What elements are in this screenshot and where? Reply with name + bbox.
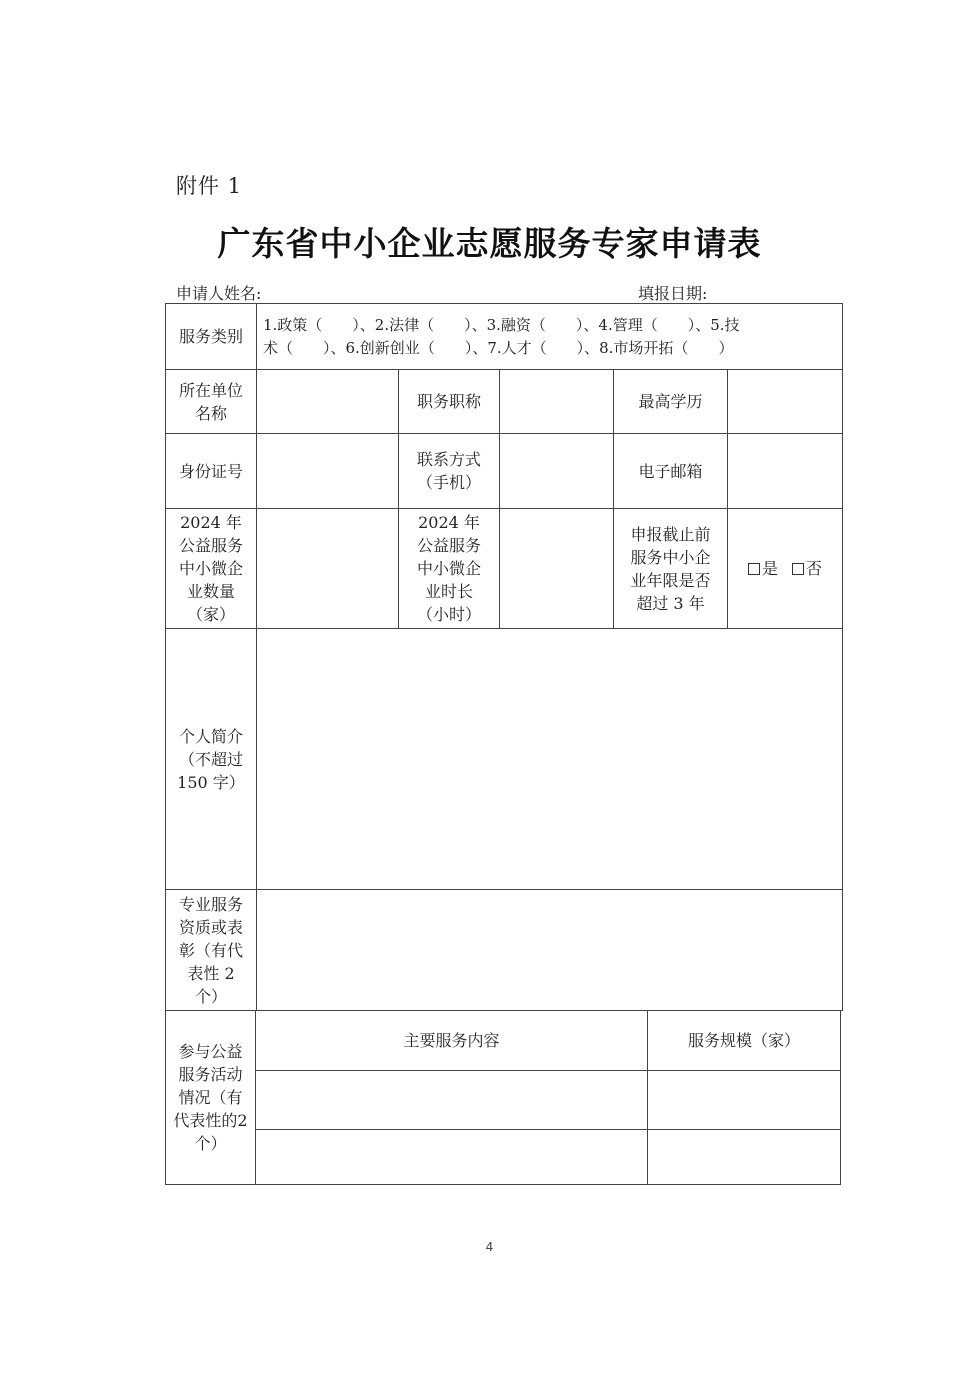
yes-option[interactable]: 是	[748, 557, 778, 580]
activity-1-scale[interactable]	[647, 1070, 841, 1130]
service-hours-value[interactable]	[499, 508, 614, 629]
activity-2-scale[interactable]	[647, 1129, 841, 1185]
attachment-label: 附件 1	[176, 174, 243, 198]
profile-value[interactable]	[256, 628, 843, 890]
service-years-label: 申报截止前服务中小企业年限是否超过 3 年	[613, 508, 728, 629]
job-title-value[interactable]	[499, 369, 614, 434]
no-checkbox[interactable]	[792, 563, 804, 575]
activities-label: 参与公益服务活动情况（有代表性的2 个）	[165, 1010, 256, 1185]
service-scale-header: 服务规模（家）	[647, 1010, 841, 1071]
id-number-value[interactable]	[256, 433, 399, 509]
qualification-label: 专业服务资质或表彰（有代表性 2 个）	[165, 889, 257, 1011]
service-content-header: 主要服务内容	[255, 1010, 648, 1071]
id-number-label: 身份证号	[165, 433, 257, 509]
activity-2-content[interactable]	[255, 1129, 648, 1185]
education-label: 最高学历	[613, 369, 728, 434]
page-number: 4	[485, 1240, 494, 1254]
job-title-label: 职务职称	[398, 369, 500, 434]
contact-label: 联系方式（手机）	[398, 433, 500, 509]
profile-label: 个人简介（不超过150 字）	[165, 628, 257, 890]
unit-name-value[interactable]	[256, 369, 399, 434]
email-value[interactable]	[727, 433, 843, 509]
service-category-line-2: 术（ ）、6.创新创业（ ）、7.人才（ ）、8.市场开拓（ ）	[263, 338, 734, 357]
form-title: 广东省中小企业志愿服务专家申请表	[217, 224, 762, 263]
no-option[interactable]: 否	[792, 557, 822, 580]
fill-date-label: 填报日期:	[638, 284, 708, 303]
activity-1-content[interactable]	[255, 1070, 648, 1130]
education-value[interactable]	[727, 369, 843, 434]
applicant-name-label: 申请人姓名:	[176, 284, 262, 303]
service-count-label: 2024 年公益服务中小微企业数量（家）	[165, 508, 257, 629]
email-label: 电子邮箱	[613, 433, 728, 509]
unit-name-label: 所在单位名称	[165, 369, 257, 434]
qualification-value[interactable]	[256, 889, 843, 1011]
service-category-line-1: 1.政策（ ）、2.法律（ ）、3.融资（ ）、4.管理（ ）、5.技	[263, 315, 740, 334]
service-count-value[interactable]	[256, 508, 399, 629]
service-category-label: 服务类别	[165, 303, 257, 370]
yes-checkbox[interactable]	[748, 563, 760, 575]
contact-value[interactable]	[499, 433, 614, 509]
service-hours-label: 2024 年公益服务中小微企业时长（小时）	[398, 508, 500, 629]
service-category-options[interactable]	[256, 303, 843, 370]
service-years-choice	[727, 508, 843, 629]
